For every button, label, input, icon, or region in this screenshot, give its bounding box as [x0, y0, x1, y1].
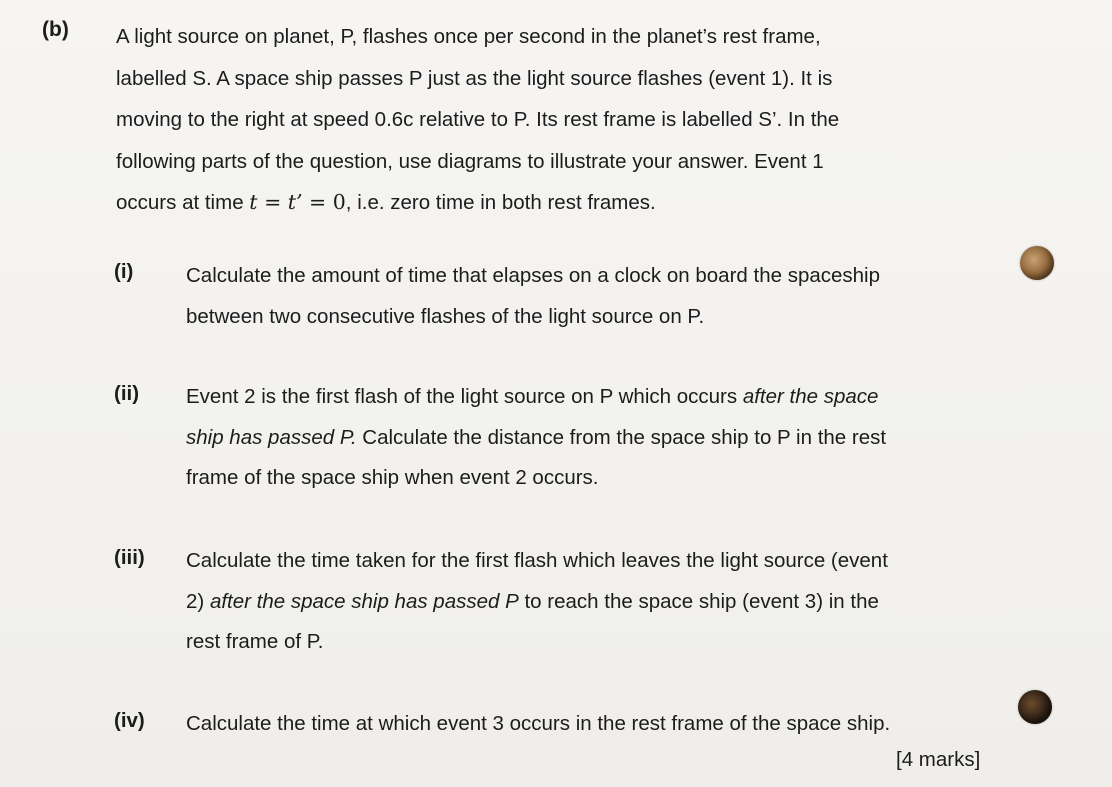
subpart-line: rest frame of P.	[186, 630, 324, 653]
punch-hole	[1018, 690, 1052, 724]
subpart-text	[186, 377, 1006, 499]
subpart-line	[186, 418, 1006, 459]
subpart-text-span: Event 2 is the first flash of the light source on P which occurs	[186, 385, 743, 408]
marks-label: [4 marks]	[896, 748, 981, 771]
time-symbol-t: t	[249, 190, 258, 214]
subpart-italic-span: after the space ship has passed P	[209, 589, 519, 613]
subpart-line	[186, 377, 1006, 418]
subpart-number: (iii)	[114, 546, 145, 569]
subpart-line: Calculate the time at which event 3 occurs in the rest frame of the space ship.	[186, 712, 891, 735]
zero-value: 0	[332, 190, 346, 214]
intro-text: , i.e. zero time in both rest frames.	[345, 191, 656, 214]
subpart-number: (i)	[114, 260, 134, 283]
subpart-line: Calculate the time taken for the first flash which leaves the light source (event	[186, 549, 888, 572]
subpart-text-span: Calculate the distance from the space ship to P in the rest	[356, 425, 887, 449]
intro-text: occurs at time	[116, 191, 250, 214]
equals-sign: =	[257, 190, 288, 214]
question-intro	[116, 16, 996, 224]
subpart-italic-span: after the space	[742, 385, 879, 408]
intro-line: following parts of the question, use diagrams to illustrate your answer. Event 1	[116, 149, 824, 173]
subpart-italic-span: ship has passed P.	[186, 425, 357, 449]
intro-line-last	[116, 182, 996, 224]
intro-line: moving to the right at speed 0.6c relative to P. Its rest frame is labelled S’. In the	[116, 108, 840, 131]
subpart-number: (iv)	[114, 709, 145, 732]
subpart-line: frame of the space ship when event 2 occurs.	[186, 466, 599, 489]
subpart-text-span: 2)	[186, 589, 210, 613]
intro-line: labelled S. A space ship passes P just as the light source flashes (event 1). It is	[116, 66, 833, 90]
subpart-line: Calculate the amount of time that elapses on a clock on board the spaceship	[186, 264, 881, 287]
equals-sign: =	[302, 190, 333, 214]
punch-hole	[1020, 246, 1054, 280]
subpart-text	[186, 541, 1006, 663]
intro-line: A light source on planet, P, flashes once per second in the planet’s rest frame,	[116, 25, 821, 48]
subpart-line	[186, 582, 1006, 623]
subpart-text	[186, 256, 1006, 337]
part-label: (b)	[42, 18, 69, 41]
subpart-number: (ii)	[114, 382, 140, 405]
subpart-line: between two consecutive flashes of the light source on P.	[186, 304, 705, 328]
time-symbol-tprime: t’	[287, 190, 303, 214]
subpart-text-span: to reach the space ship (event 3) in the	[518, 589, 879, 613]
subpart-text	[186, 704, 1006, 745]
